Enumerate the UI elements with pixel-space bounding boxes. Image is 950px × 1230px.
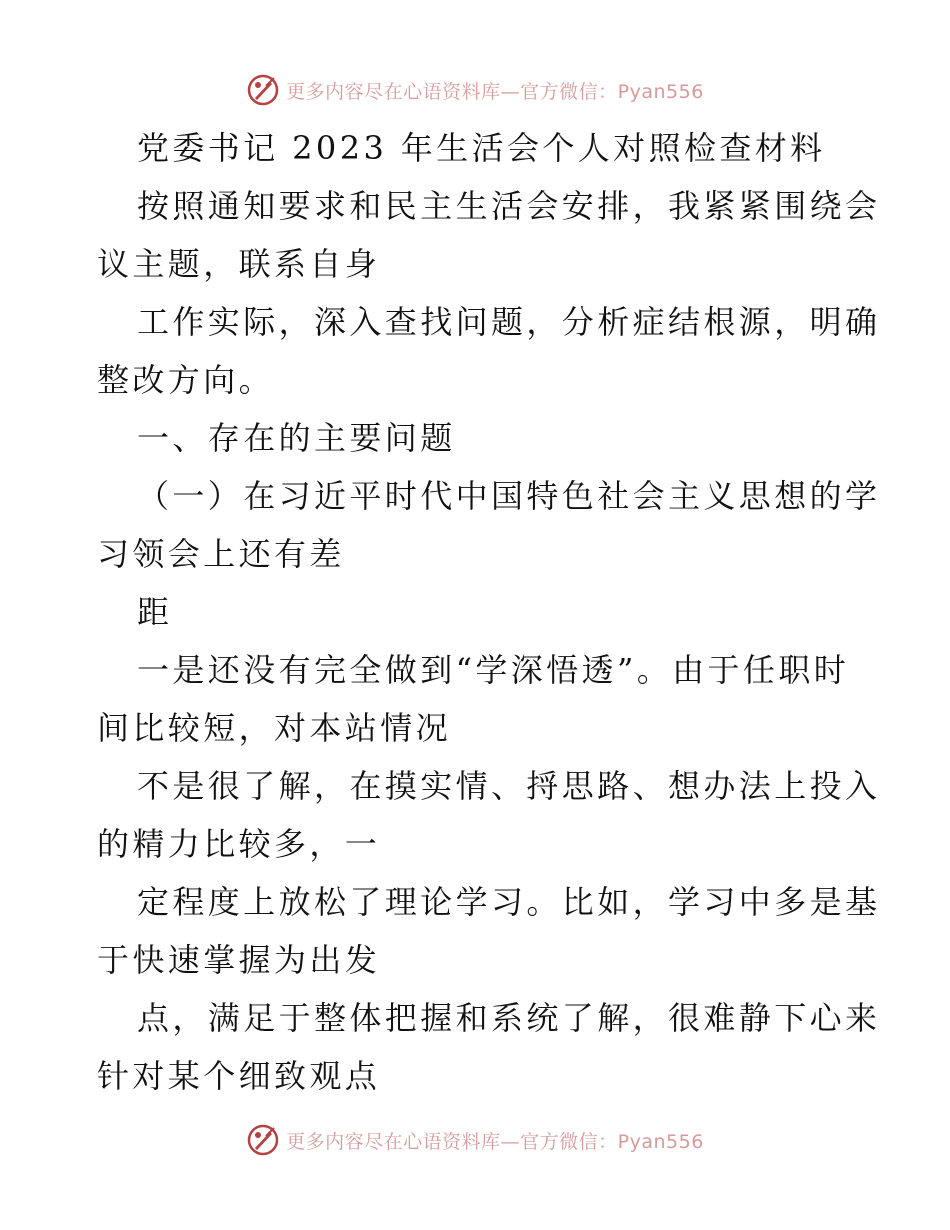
quill-pen-circle-icon [246,73,280,107]
document-title: 党委书记 2023 年生活会个人对照检查材料 [137,129,826,167]
section-heading: 一、存在的主要问题 [137,419,456,457]
paragraph-line: 的精力比较多，一 [97,825,381,863]
paragraph-line: 针对某个细致观点 [97,1057,381,1095]
paragraph-line: 定程度上放松了理论学习。比如，学习中多是基 [137,883,881,921]
watermark-footer [0,1120,950,1160]
subsection-heading: 距 [137,593,173,631]
paragraph-line: 按照通知要求和民主生活会安排，我紧紧围绕会 [137,187,881,225]
subsection-heading: 习领会上还有差 [97,535,345,573]
paragraph-line: 议主题，联系自身 [97,245,381,283]
quill-pen-circle-icon [246,1123,280,1157]
paragraph-line: 间比较短，对本站情况 [97,709,452,747]
watermark-text: 更多内容尽在心语资料库—官方微信：Pyan556 [286,80,704,103]
watermark-text: 更多内容尽在心语资料库—官方微信：Pyan556 [286,1130,704,1153]
watermark-header [0,70,950,110]
paragraph-line: 于快速掌握为出发 [97,941,381,979]
paragraph-line: 不是很了解，在摸实情、捋思路、想办法上投入 [137,767,881,805]
paragraph-line: 点，满足于整体把握和系统了解，很难静下心来 [137,999,881,1037]
paragraph-line: 一是还没有完全做到“学深悟透”。由于任职时 [137,651,850,689]
paragraph-line: 整改方向。 [97,361,275,399]
subsection-heading: （一）在习近平时代中国特色社会主义思想的学 [137,477,881,515]
paragraph-line: 工作实际，深入查找问题，分析症结根源，明确 [137,303,881,341]
